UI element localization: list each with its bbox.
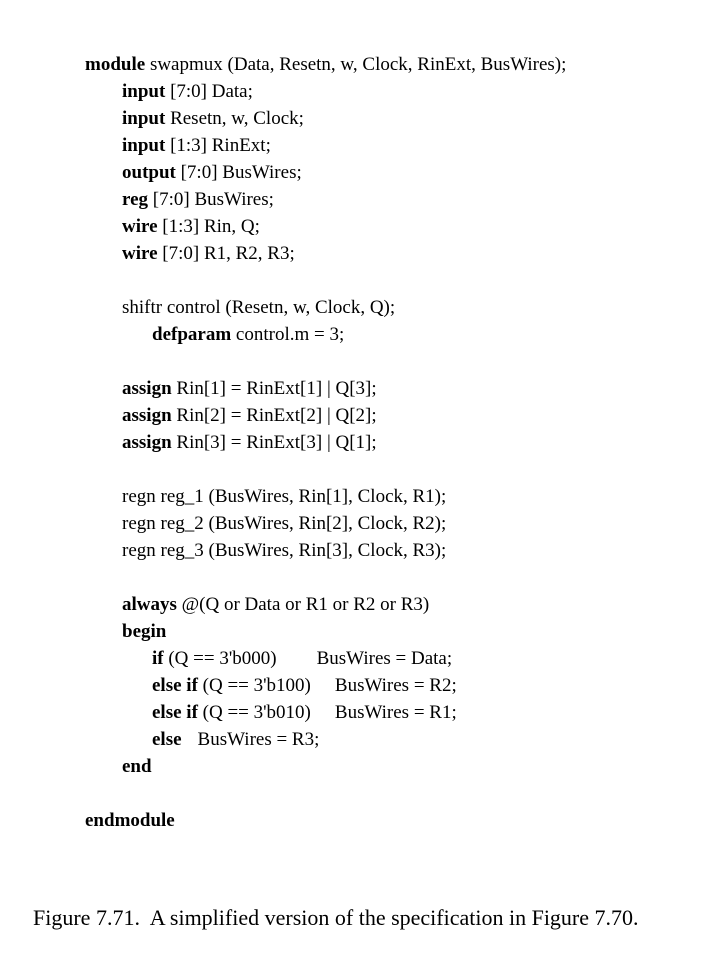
code-text: shiftr control (Resetn, w, Clock, Q); [122, 297, 396, 318]
code-text: Rin[3] = RinExt[3] | Q[1]; [171, 432, 377, 453]
keyword: input [122, 108, 166, 129]
keyword: output [122, 162, 176, 183]
code-line-else-if-010 [0, 700, 457, 726]
keyword: wire [122, 243, 158, 264]
code-line-output-buswires [0, 160, 302, 186]
code-text: Resetn, w, Clock; [165, 108, 304, 129]
code-text: [1:3] RinExt; [165, 135, 271, 156]
code-line-always [0, 592, 429, 618]
code-line-end [0, 754, 152, 780]
keyword: end [122, 756, 152, 777]
code-line-else-if-100 [0, 673, 457, 699]
code-line-assign-rin2 [0, 403, 377, 429]
code-line-wire-registers [0, 241, 295, 267]
code-line-input-data [0, 79, 253, 105]
keyword: assign [122, 405, 172, 426]
keyword: if [152, 648, 164, 669]
keyword: else if [152, 702, 198, 723]
keyword: assign [122, 378, 172, 399]
code-text: swapmux (Data, Resetn, w, Clock, RinExt, BusWires); [145, 54, 567, 75]
keyword: defparam [152, 324, 232, 345]
code-text: Rin[2] = RinExt[2] | Q[2]; [171, 405, 377, 426]
code-text: [7:0] R1, R2, R3; [157, 243, 295, 264]
keyword: else [152, 729, 182, 750]
code-line-input-rinext [0, 133, 271, 159]
code-statement: BusWires = Data; [316, 648, 453, 669]
code-line-reg-buswires [0, 187, 274, 213]
keyword: module [85, 54, 146, 75]
code-text: control.m = 3; [231, 324, 345, 345]
code-line-assign-rin3 [0, 430, 377, 456]
code-line-module [0, 52, 566, 78]
code-text: [7:0] Data; [165, 81, 253, 102]
keyword: always [122, 594, 177, 615]
code-text: [1:3] Rin, Q; [157, 216, 260, 237]
code-text: [7:0] BusWires; [175, 162, 302, 183]
code-line-shiftr-instance [0, 295, 395, 321]
keyword: begin [122, 621, 167, 642]
code-line-regn-2 [0, 511, 446, 537]
code-statement: BusWires = R3; [197, 729, 320, 750]
keyword: input [122, 135, 166, 156]
keyword: input [122, 81, 166, 102]
keyword: assign [122, 432, 172, 453]
code-text: regn reg_1 (BusWires, Rin[1], Clock, R1); [122, 486, 447, 507]
code-line-assign-rin1 [0, 376, 377, 402]
keyword: endmodule [85, 810, 175, 831]
code-line-wire-rin-q [0, 214, 260, 240]
code-line-defparam [0, 322, 344, 348]
code-line-else [0, 727, 319, 753]
code-line-regn-1 [0, 484, 446, 510]
code-text: @(Q or Data or R1 or R2 or R3) [176, 594, 430, 615]
figure-caption: Figure 7.71. A simplified version of the specification in Figure 7.70. [33, 905, 639, 930]
keyword: reg [122, 189, 149, 210]
code-text: regn reg_3 (BusWires, Rin[3], Clock, R3); [122, 540, 447, 561]
code-text: Rin[1] = RinExt[1] | Q[3]; [171, 378, 377, 399]
keyword: wire [122, 216, 158, 237]
code-line-input-controls [0, 106, 304, 132]
code-text: regn reg_2 (BusWires, Rin[2], Clock, R2); [122, 513, 447, 534]
code-statement: BusWires = R2; [334, 675, 457, 696]
code-condition: (Q == 3'b000) [163, 648, 277, 669]
code-condition: (Q == 3'b100) [197, 675, 311, 696]
code-line-begin [0, 619, 166, 645]
keyword: else if [152, 675, 198, 696]
code-line-if [0, 646, 452, 672]
code-line-endmodule [0, 808, 175, 834]
code-line-regn-3 [0, 538, 446, 564]
code-statement: BusWires = R1; [334, 702, 457, 723]
code-text: [7:0] BusWires; [148, 189, 274, 210]
code-condition: (Q == 3'b010) [197, 702, 311, 723]
